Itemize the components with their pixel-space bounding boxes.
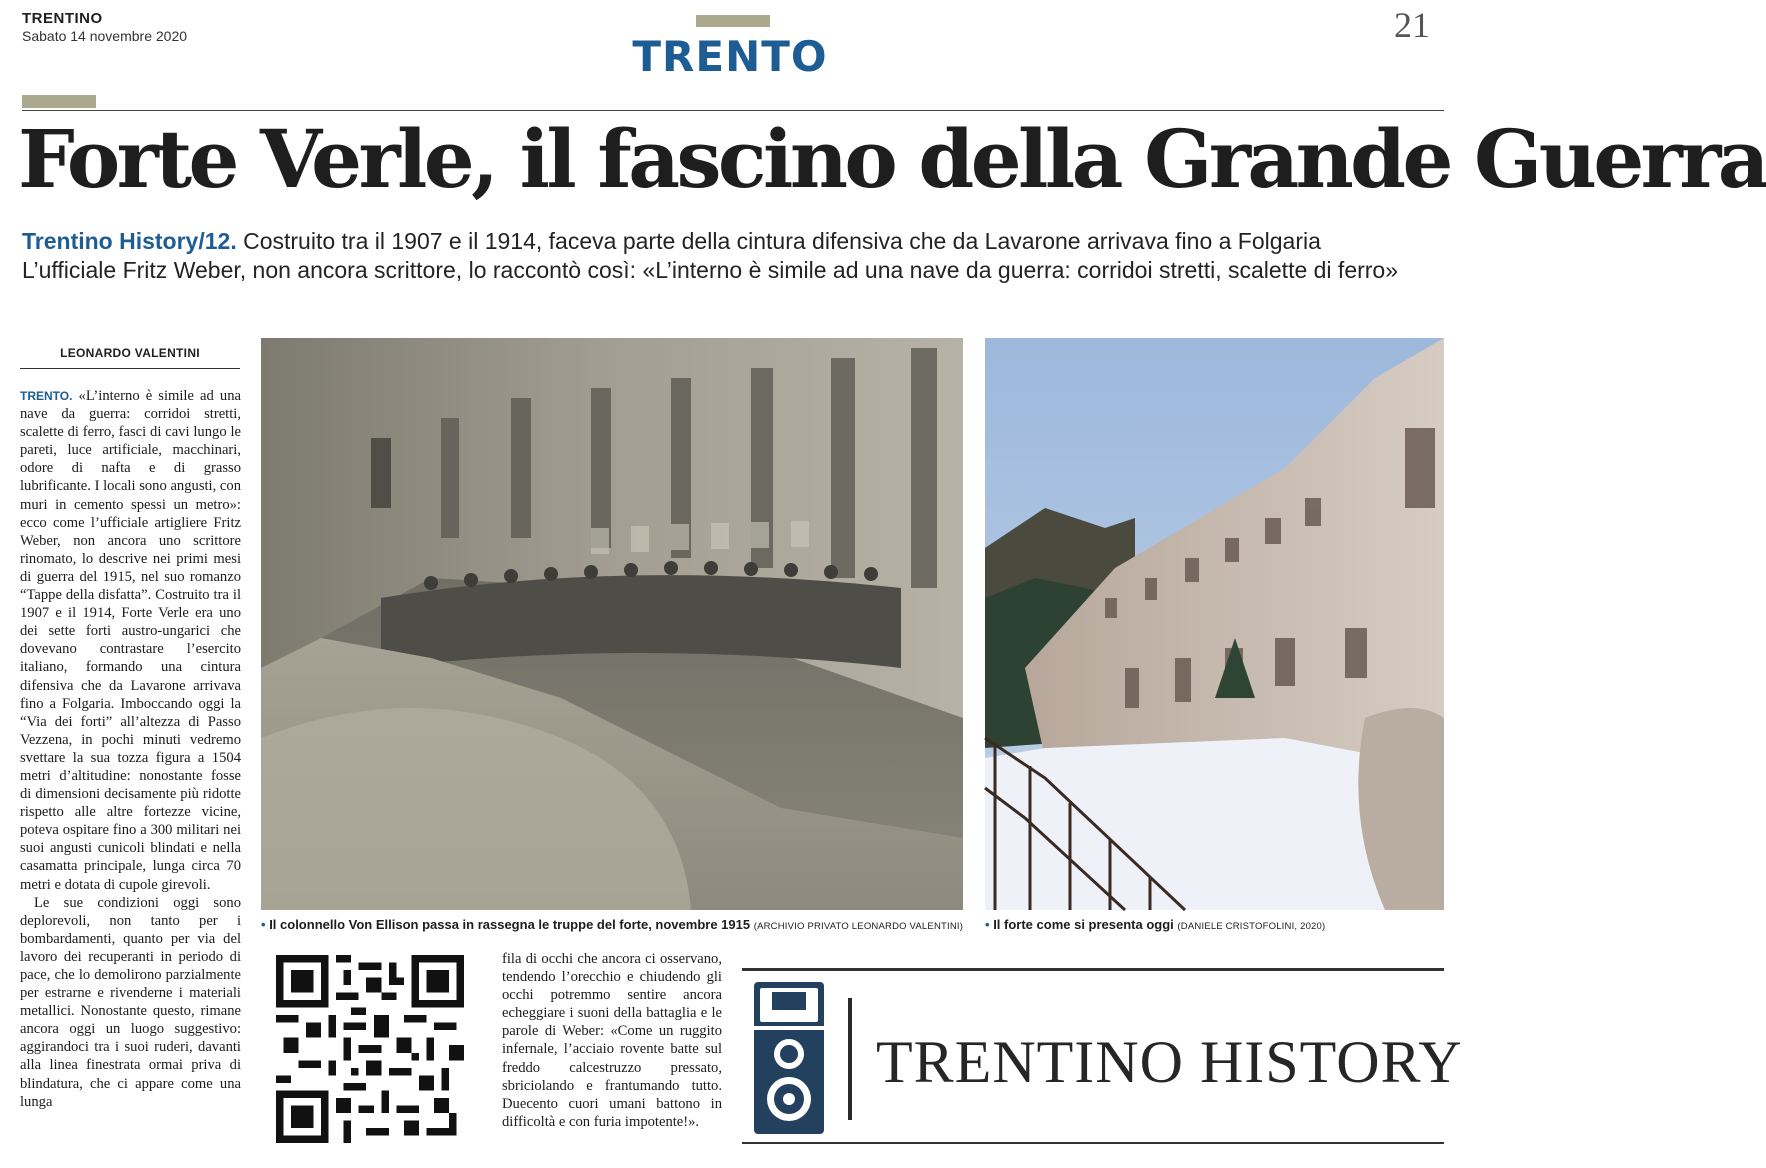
camera-icon — [750, 978, 828, 1138]
historic-fort-photo — [261, 338, 963, 910]
issue-date: Sabato 14 novembre 2020 — [22, 28, 188, 44]
body-column-mid: fila di occhi che ancora ci osservano, tendendo l’orecchio e chiudendo gli occhi potremmo sentire ancora echeggiare i suoni della battaglia e le parole di Weber: «Come un ruggito infernale, l’acciaio rovente batte sul freddo calcestruzzo pressato, sbriciolando e frantumando tutto. Duecento cuori umani battono in difficoltà e con furia impotente!». — [502, 951, 722, 1130]
qr-code[interactable] — [276, 955, 464, 1143]
summary-line-1 — [22, 228, 1452, 255]
section-name: TRENTO — [632, 32, 828, 81]
series-box-top-rule — [742, 968, 1444, 971]
caption-2-credit: (DANIELE CRISTOFOLINI, 2020) — [1177, 921, 1326, 932]
body-paragraph-1-text: «L’interno è simile ad una nave da guerra: corridoi stretti, scalette di ferro, fasci di cavi lungo le pareti, luce artificiale, macchinari, odore di nafta e di grasso lubrificante. I locali sono angusti, con muri in cemento spessi un metro»: ecco come l’ufficiale artigliere Fritz Weber, non ancora uno scrittore rinomato, lo descrive nei primi mesi di guerra del 1915, nel suo romanzo “Tappe della disfatta”. Costruito tra il 1907 e il 1914, Forte Verle era uno dei sette forti austro-ungarici che dovevano contrastare l’esercito italiano, formando una cintura difensiva che da Lavarone arrivava fino a Folgaria. Imboccando oggi la “Via dei forti” all’altezza di Passo Vezzena, in pochi minuti vedremo svettare la sua tozza figura a 1504 metri d’altitudine: nonostante fosse di dimensioni decisamente più ridotte rispetto alle altre fortezze vicine, poteva ospitare fino a 300 militari nei suoi angusti cunicoli blindati e nella casamatta principale, lunga circa 70 metri e dotata di cupole girevoli. — [20, 388, 241, 893]
series-box-divider — [848, 998, 852, 1120]
series-box-bottom-rule — [742, 1142, 1444, 1144]
body-paragraph-2: Le sue condizioni oggi sono deplorevoli, non tanto per i bombardamenti, quanto per via del lavoro dei recuperanti in periodo di pace, che lo demolirono parzialmente per estrarne e rivenderne i materiali metallici. Nonostante questo, rimane ancora oggi un luogo suggestivo: aggirandoci tra i suoi ruderi, davanti alla linea finestrata ormai priva di blindatura, che ci appare come una lunga — [20, 894, 241, 1110]
page-number: 21 — [1394, 5, 1430, 45]
caption-historic-photo — [261, 917, 963, 932]
body-column-left — [20, 387, 241, 1111]
paper-name: TRENTINO — [22, 10, 103, 27]
caption-bullet: • — [985, 917, 990, 932]
caption-today-photo — [985, 917, 1325, 932]
caption-bullet: • — [261, 917, 266, 932]
body-paragraph-1 — [20, 387, 241, 894]
summary-text-1: Costruito tra il 1907 e il 1914, faceva parte della cintura difensiva che da Lavarone arrivava fino a Folgaria — [236, 228, 1321, 254]
series-title: TRENTINO HISTORY — [876, 1029, 1463, 1095]
byline-rule — [20, 368, 240, 369]
fort-today-photo — [985, 338, 1444, 910]
caption-2-text: Il forte come si presenta oggi — [993, 917, 1174, 932]
dateline: TRENTO. — [20, 389, 73, 403]
summary-line-2: L’ufficiale Fritz Weber, non ancora scrittore, lo raccontò così: «L’interno è simile ad una nave da guerra: corridoi stretti, scalette di ferro» — [22, 257, 1399, 283]
header-rule — [22, 110, 1444, 111]
caption-1-text: Il colonnello Von Ellison passa in rassegna le truppe del forte, novembre 1915 — [269, 917, 751, 932]
byline: LEONARDO VALENTINI — [60, 346, 200, 360]
caption-1-credit: (ARCHIVIO PRIVATO LEONARDO VALENTINI) — [753, 921, 964, 932]
kicker-bar — [22, 95, 96, 108]
summary-label: Trentino History/12. — [22, 228, 237, 254]
section-bar — [696, 15, 770, 27]
headline: Forte Verle, il fascino della Grande Guerra — [18, 112, 1766, 206]
